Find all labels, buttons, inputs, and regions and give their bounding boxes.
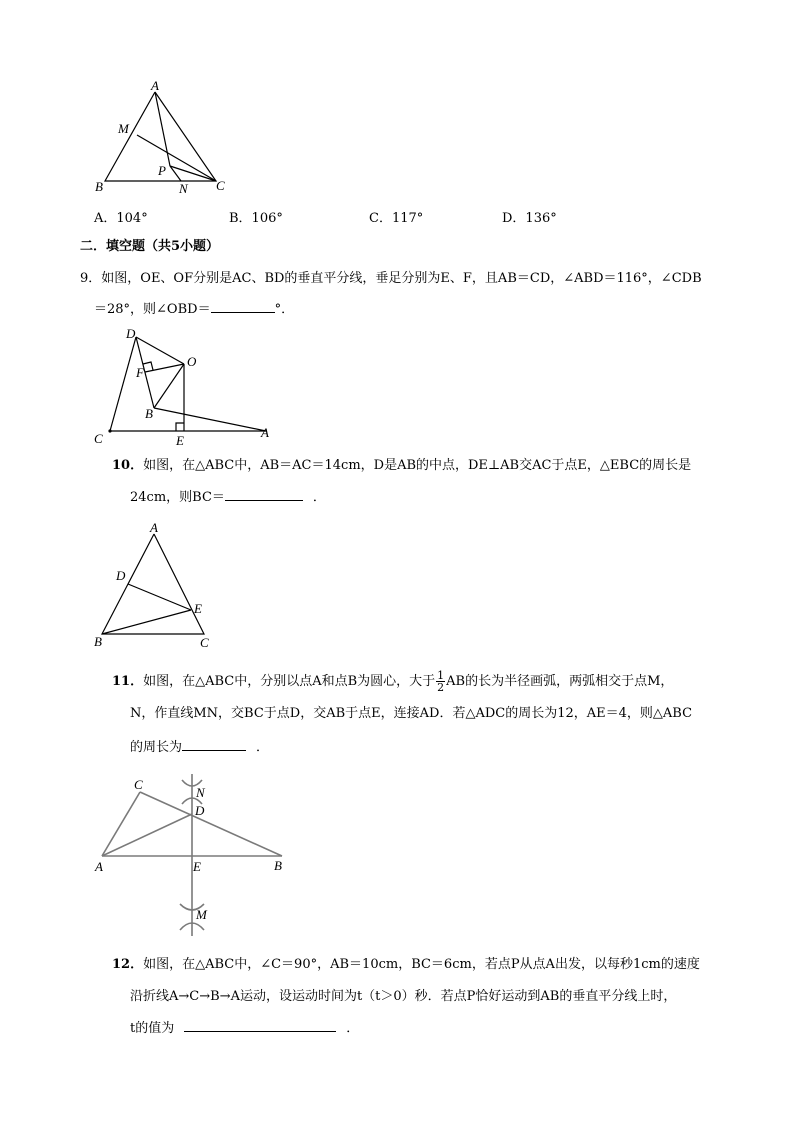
label-M: M: [118, 121, 129, 136]
q9-text1: 如图，OE、OF分别是AC、BD的垂直平分线，垂足分别为E、F，且AB＝CD，∠ABD＝116°，∠CDB: [101, 271, 702, 286]
q11-line2: N，作直线MN，交BC于点D，交AB于点E，连接AD．若△ADC的周长为12，AE＝4，则△ABC: [130, 706, 693, 721]
figure-q9: [90, 326, 280, 448]
q11-line3: [130, 736, 269, 759]
q11-text3a: 的周长为: [130, 740, 183, 755]
label-B: B: [94, 634, 102, 649]
section-title: 二．填空题（共5小题）: [80, 239, 220, 254]
q11-answer-blank[interactable]: [182, 736, 246, 751]
q10-number: 10．: [112, 458, 144, 473]
label-C: C: [216, 178, 225, 193]
option-d: D．136°: [502, 211, 557, 226]
q12-line2: 沿折线A→C→B→A运动，设运动时间为t（t＞0）秒．若点P恰好运动到AB的垂直平分线上时，: [130, 989, 677, 1004]
option-c: C．117°: [369, 211, 424, 226]
q10-line2: [130, 486, 326, 509]
q12-answer-blank[interactable]: [184, 1017, 336, 1032]
q9-number: 9．: [80, 271, 102, 286]
label-C: C: [94, 431, 103, 446]
q9-text3: °．: [274, 302, 295, 317]
label-E: E: [176, 433, 184, 448]
q9-answer-blank[interactable]: [211, 298, 275, 313]
q12-number: 12．: [112, 957, 144, 972]
q12-line3: [130, 1017, 359, 1040]
q11-text1a: 如图，在△ABC中，分别以点A和点B为圆心，大于: [143, 674, 436, 689]
q11-line1: [112, 669, 673, 695]
fraction-one-half: [436, 670, 445, 693]
q9-line2: [94, 298, 294, 321]
label-E: E: [193, 859, 201, 874]
figure-q10: [88, 518, 228, 654]
label-N: N: [179, 181, 188, 196]
label-B: B: [274, 858, 282, 873]
label-D: D: [195, 803, 205, 818]
label-A: A: [261, 425, 269, 440]
label-B: B: [95, 179, 103, 194]
label-N: N: [196, 785, 205, 800]
q12-text1: 如图，在△ABC中，∠C＝90°，AB＝10cm，BC＝6cm，若点P从点A出发，以每秒1cm的速度: [143, 957, 700, 972]
q10-line1: [112, 455, 691, 477]
label-E: E: [194, 601, 202, 616]
q9-line1: [80, 268, 702, 290]
option-a: A．104°: [94, 211, 148, 226]
label-M: M: [196, 907, 207, 922]
label-A: A: [151, 78, 159, 93]
label-A: A: [95, 859, 103, 874]
q10-text2: 24cm，则BC＝: [130, 490, 225, 505]
figure-q11: [92, 770, 292, 940]
q11-text3b: ．: [256, 740, 270, 755]
label-D: D: [116, 568, 126, 583]
label-A: A: [150, 520, 158, 535]
q9-text2: ＝28°，则∠OBD＝: [94, 302, 211, 317]
label-C: C: [200, 635, 209, 650]
q12-text3a: t的值为: [130, 1021, 175, 1036]
q12-line1: [112, 954, 700, 976]
figure-triangle-mpn: [90, 78, 240, 198]
q10-answer-blank[interactable]: [225, 486, 303, 501]
label-D: D: [126, 326, 136, 341]
q11-text1b: AB的长为半径画弧，两弧相交于点M，: [446, 674, 674, 689]
q11-number: 11．: [112, 674, 144, 689]
label-C: C: [134, 777, 143, 792]
q10-text1: 如图，在△ABC中，AB＝AC＝14cm，D是AB的中点，DE⊥AB交AC于点E，△EBC的周长是: [143, 458, 692, 473]
fraction-numerator: 1: [437, 669, 445, 682]
label-F: F: [136, 365, 144, 380]
q12-text3b: ．: [346, 1021, 360, 1036]
label-O: O: [187, 354, 197, 369]
label-B: B: [145, 406, 153, 421]
option-b: B．106°: [229, 211, 283, 226]
q10-text3: ．: [312, 490, 326, 505]
label-P: P: [158, 163, 166, 178]
fraction-denominator: 2: [437, 681, 445, 694]
